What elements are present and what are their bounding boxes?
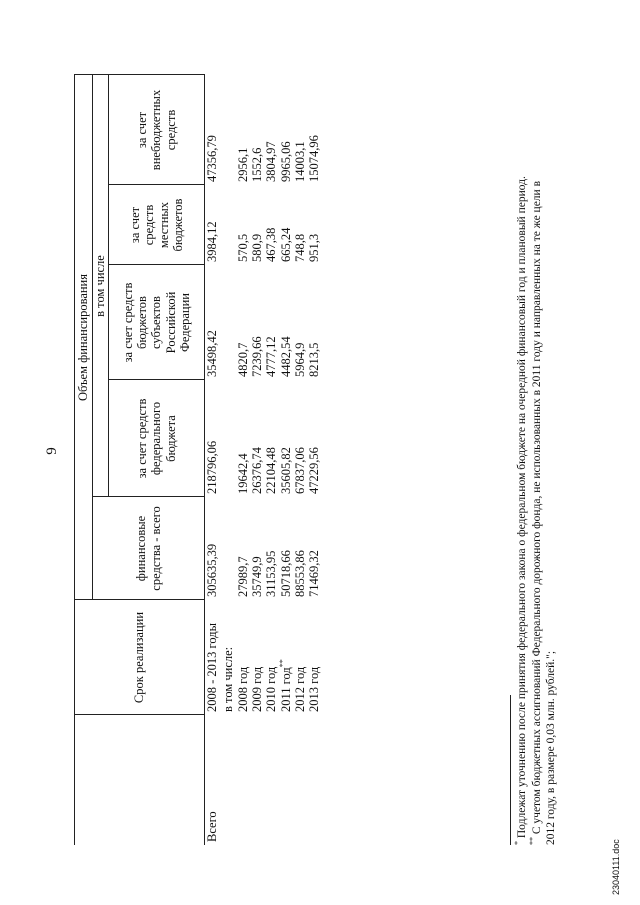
table-row-total: [205, 75, 220, 845]
header-term: Срок реализации: [75, 600, 205, 715]
header-including: в том числе: [93, 75, 109, 497]
total-federal-value: 218796,06: [205, 440, 219, 494]
year-term: 2011 год**: [277, 659, 293, 712]
document-reference: 23040111.doc: [611, 839, 621, 895]
footnote-divider: [510, 695, 511, 845]
total-term: 2008 - 2013 годы: [205, 622, 219, 712]
header-extrabudget: за счет внебюджетных средств: [109, 75, 205, 185]
page-number: 9: [44, 447, 60, 455]
header-regional: за счет средств бюджетов субъектов Российской Федерации: [109, 265, 205, 380]
year-term: 2012 год: [292, 666, 307, 712]
total-regional-value: 35498,42: [205, 330, 219, 377]
years-regional-column: 4820,7 7239,66 4777,12 4482,54 5964,9 8213,5: [235, 336, 322, 377]
financing-table: [74, 74, 322, 845]
header-federal: за счет средств федерального бюджета: [109, 380, 205, 497]
year-term: 2009 год: [250, 666, 265, 712]
breakdown-label: в том числе:: [221, 646, 236, 712]
header-total-funds: финансовые средства - всего: [93, 497, 205, 600]
footnote-2: ** С учетом бюджетных ассигнований Федерального дорожного фонда, не использованных в 2011 году и направленных на те же цели в: [527, 180, 543, 845]
years-term-column: [236, 600, 322, 715]
total-label: Всего: [205, 811, 219, 842]
header-blank: [75, 715, 205, 845]
year-term: 2010 год: [264, 666, 279, 712]
years-extrabudget-column: 2956,1 1552,6 3804,97 9965,06 14003,1 15074,96: [235, 135, 322, 182]
years-federal-column: 19642,4 26376,74 22104,48 35605,82 67837,06 47229,56: [235, 447, 322, 494]
footnote-2-continued: 2012 году, в размере 0,03 млн. рублей.";: [545, 650, 558, 845]
header-local: за счет средств местных бюджетов: [109, 185, 205, 265]
footnotes: [515, 65, 559, 845]
total-local-value: 3984,12: [205, 221, 219, 262]
years-total-column: 27989,7 35749,9 31153,95 50718,66 88553,86 71469,32: [235, 550, 322, 597]
year-term: 2013 год: [307, 666, 322, 712]
years-local-column: 570,5 580,9 467,38 665,24 748,8 951,3: [235, 227, 322, 262]
total-extrabudget-value: 47356,79: [205, 135, 219, 182]
total-funds-value: 305635,39: [205, 543, 219, 597]
year-term: 2008 год: [235, 666, 250, 712]
header-volume: Объем финансирования: [75, 75, 93, 600]
footnote-1: * Подлежат уточнению после принятия федерального закона о федеральном бюджете на очередной финансовый год и плановый период.: [513, 176, 528, 845]
